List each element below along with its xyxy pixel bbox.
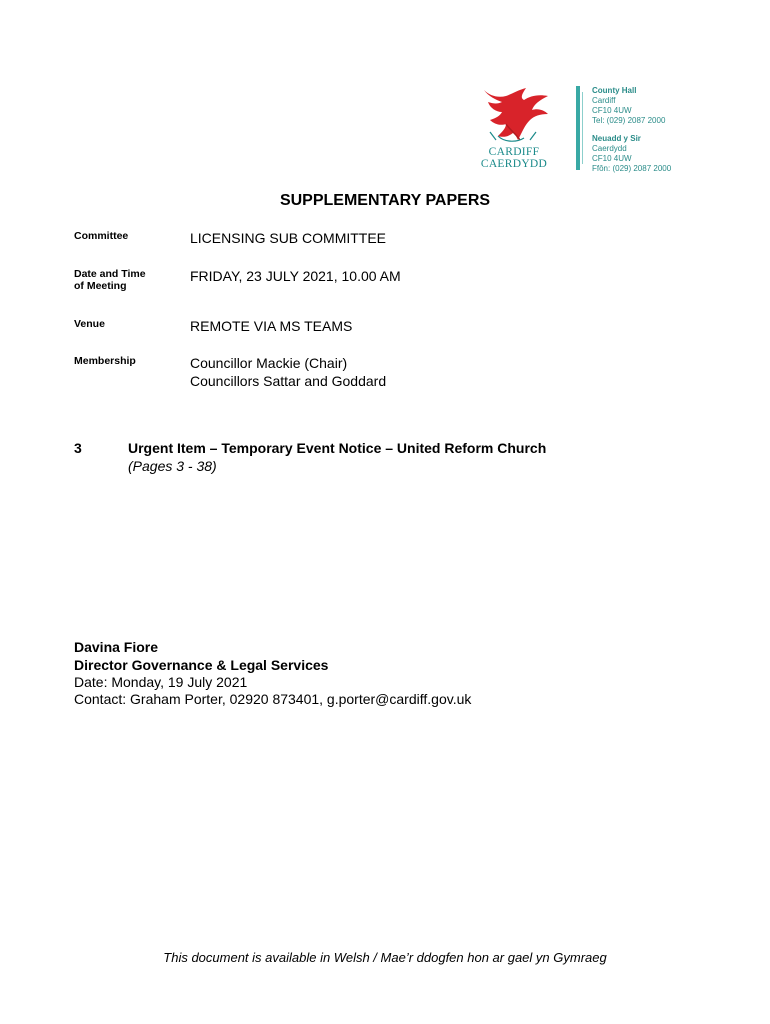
signatory-name: Davina Fiore	[74, 639, 159, 655]
signatory-role: Director Governance & Legal Services	[74, 657, 329, 673]
venue-label: Venue	[74, 318, 105, 330]
membership-label: Membership	[74, 355, 136, 367]
logo-name-en: CARDIFF	[488, 146, 540, 158]
address-en-tel: Tel: (029) 2087 2000	[592, 116, 666, 125]
agenda-item-pages: (Pages 3 - 38)	[128, 458, 217, 474]
address-en-line2: CF10 4UW	[592, 106, 632, 115]
header-divider	[576, 86, 580, 170]
date-value: FRIDAY, 23 JULY 2021, 10.00 AM	[190, 268, 401, 284]
membership-line1: Councillor Mackie (Chair)	[190, 355, 348, 371]
address-en-line1: Cardiff	[592, 96, 616, 105]
address-cy-title: Neuadd y Sir	[592, 134, 641, 143]
address-welsh	[592, 134, 671, 174]
committee-value: LICENSING SUB COMMITTEE	[190, 230, 387, 246]
logo-name-cy: CAERDYDD	[480, 158, 548, 170]
agenda-item-title: Urgent Item – Temporary Event Notice – United Reform Church	[128, 440, 547, 456]
address-en-title: County Hall	[592, 86, 637, 95]
issue-date: Date: Monday, 19 July 2021	[74, 674, 248, 690]
agenda-item-number: 3	[74, 440, 82, 456]
header-divider-thin	[582, 92, 583, 164]
committee-label: Committee	[74, 230, 129, 242]
welsh-availability-note: This document is available in Welsh / Mae’r ddogfen hon ar gael yn Gymraeg	[163, 950, 607, 965]
address-cy-line1: Caerdydd	[592, 144, 627, 153]
venue-value: REMOTE VIA MS TEAMS	[190, 318, 353, 334]
document-title: SUPPLEMENTARY PAPERS	[279, 192, 491, 209]
date-label-line1: Date and Time	[74, 268, 146, 280]
membership-line2: Councillors Sattar and Goddard	[190, 373, 387, 389]
welsh-dragon-icon	[476, 86, 552, 144]
date-label-line2: of Meeting	[74, 280, 127, 292]
address-cy-tel: Ffôn: (029) 2087 2000	[592, 164, 672, 173]
contact-line: Contact: Graham Porter, 02920 873401, g.porter@cardiff.gov.uk	[74, 691, 472, 707]
address-cy-line2: CF10 4UW	[592, 154, 632, 163]
address-english	[592, 86, 665, 126]
cardiff-council-logo	[472, 86, 556, 176]
